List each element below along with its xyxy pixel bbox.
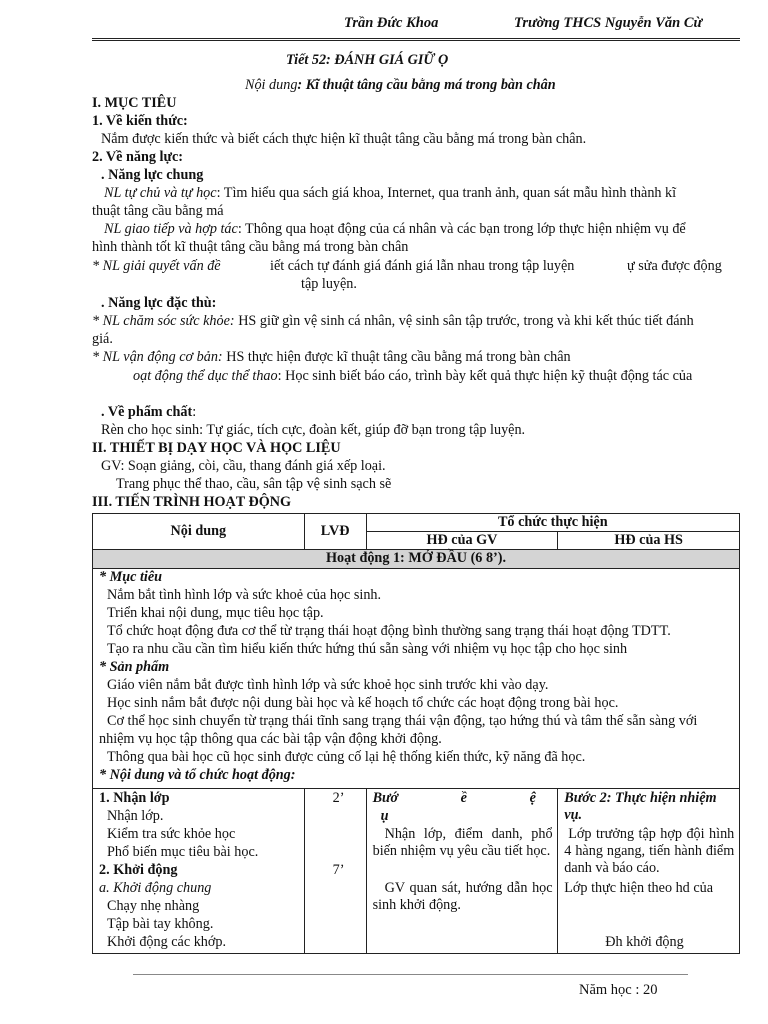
product-item: Cơ thể học sinh chuyển từ trạng thái tĩnh sang trạng thái vận động, tạo hứng thú và tâm thế sẵn sàng với xyxy=(107,713,698,729)
section-2-heading: II. THIẾT BỊ DẠY HỌC VÀ HỌC LIỆU xyxy=(92,440,341,456)
competence-heading: 2. Về năng lực: xyxy=(92,149,184,165)
competence-motor: * NL vận động cơ bản: HS thực hiện được kĩ thuật tâng cầu bằng má trong bàn chân xyxy=(92,349,571,365)
knowledge-heading: 1. Về kiến thức: xyxy=(92,113,188,129)
step-2-title: 2. Khởi động xyxy=(99,862,178,878)
equipment-student: Trang phục thể thao, cầu, sân tập vệ sinh sạch sẽ xyxy=(116,476,392,492)
col-student-header: HĐ của HS xyxy=(558,532,740,550)
teacher-text: GV quan sát, hướng dẫn học sinh khởi động. xyxy=(372,880,553,913)
goal-item: Nắm bắt tình hình lớp và sức khoẻ của học sinh. xyxy=(107,587,382,603)
student-text: Đh khởi động xyxy=(605,934,684,950)
step-1-title: 1. Nhận lớp xyxy=(99,790,170,806)
col-content-header: Nội dung xyxy=(93,514,305,550)
step-1-item: Nhận lớp. xyxy=(107,808,164,824)
step-1-time: 2’ xyxy=(332,790,345,806)
author-name: Trần Đức Khoa xyxy=(344,15,439,31)
product-item: Học sinh nắm bắt được nội dung bài học và kế hoạch tổ chức các hoạt động trong bài học. xyxy=(107,695,619,711)
specific-competence-heading: . Năng lực đặc thù: xyxy=(101,295,217,311)
step-2-subtitle: a. Khởi động chung xyxy=(99,880,212,896)
student-step: Bước 2: Thực hiện nhiệm vụ. xyxy=(564,790,717,823)
knowledge-text: Nắm được kiến thức và biết cách thực hiện kĩ thuật tâng cầu bằng má trong bàn chân. xyxy=(101,131,587,147)
goal-heading: * Mục tiêu xyxy=(99,569,163,585)
lesson-title: Tiết 52: ĐÁNH GIÁ GIỮ Ọ xyxy=(286,52,449,68)
teacher-text: Nhận lớp, điểm danh, phổ biến nhiệm vụ yêu cầu tiết học. xyxy=(372,826,553,859)
page-header xyxy=(92,12,740,41)
activity-1-header: Hoạt động 1: MỞ ĐẦU (6 8’). xyxy=(93,550,740,569)
teacher-step-word: ề xyxy=(460,790,467,806)
general-competence-heading: . Năng lực chung xyxy=(101,167,204,183)
goal-item: Triển khai nội dung, mục tiêu học tập. xyxy=(107,605,324,621)
competence-health-care-cont: giá. xyxy=(92,331,113,347)
lesson-content: Nội dung: Kĩ thuật tâng cầu bằng má trong bàn chân xyxy=(245,77,556,93)
step-2-item: Khởi động các khớp. xyxy=(107,934,227,950)
school-name: Trường THCS Nguyễn Văn Cừ xyxy=(514,15,703,31)
teacher-activity-cell xyxy=(366,789,558,954)
student-text: Lớp trưởng tập hợp đội hình 4 hàng ngang, tiến hành điểm danh và báo cáo. xyxy=(564,826,735,876)
section-3-heading: III. TIẾN TRÌNH HOẠT ĐỘNG xyxy=(92,494,292,510)
competence-problem-solving-label: * NL giải quyết vấn đề xyxy=(92,258,221,274)
goal-item: Tổ chức hoạt động đưa cơ thể từ trạng thái hoạt động bình thường sang trạng thái hoạt động TDTT. xyxy=(107,623,671,639)
competence-self-study: NL tự chủ và tự học: Tìm hiểu qua sách giá khoa, Internet, qua tranh ảnh, quan sát mẫu hình thành kĩ xyxy=(104,185,677,201)
footer-divider xyxy=(133,974,688,975)
step-1-item: Phổ biến mục tiêu bài học. xyxy=(107,844,259,860)
product-heading: * Sản phẩm xyxy=(99,659,170,675)
time-cell xyxy=(304,789,366,954)
teacher-step-word: Bướ xyxy=(372,790,399,806)
competence-communication-cont: hình thành tốt kĩ thuật tâng cầu bằng má trong bàn chân xyxy=(92,239,409,255)
school-year: Năm học : 20 xyxy=(579,982,658,998)
col-lvd-header: LVĐ xyxy=(304,514,366,550)
quality-heading: . Về phẩm chất: xyxy=(101,404,197,420)
competence-sport: oạt động thể dục thể thao: Học sinh biết báo cáo, trình bày kết quả thực hiện kỹ thuật động tác của xyxy=(133,368,693,384)
competence-communication: NL giao tiếp và hợp tác: Thông qua hoạt động của cá nhân và các bạn trong lớp thực hiện nhiệm vụ để xyxy=(104,221,686,237)
competence-health-care: * NL chăm sóc sức khỏe: HS giữ gìn vệ sinh cá nhân, vệ sinh sân tập trước, trong và khi kết thúc tiết đánh xyxy=(92,313,694,329)
step-2-item: Tập bài tay không. xyxy=(107,916,214,932)
competence-problem-solving-text: iết cách tự đánh giá đánh giá lẫn nhau trong tập luyện xyxy=(270,258,575,274)
product-item: nhiệm vụ học tập thông qua các bài tập vận động khởi động. xyxy=(99,731,442,747)
section-1-heading: I. MỤC TIÊU xyxy=(92,95,177,111)
col-organization-header: Tổ chức thực hiện xyxy=(366,514,739,532)
product-item: Thông qua bài học cũ học sinh được củng cố lại hệ thống kiến thức, kỹ năng đã học. xyxy=(107,749,586,765)
competence-problem-solving-text-b: ự sửa được động xyxy=(627,258,722,274)
step-2-time: 7’ xyxy=(332,862,345,878)
content-cell xyxy=(93,789,305,954)
activity-table xyxy=(92,513,740,954)
organization-heading: * Nội dung và tổ chức hoạt động: xyxy=(99,767,296,783)
quality-text: Rèn cho học sinh: Tự giác, tích cực, đoàn kết, giúp đỡ bạn trong tập luyện. xyxy=(101,422,526,438)
goal-item: Tạo ra nhu cầu cần tìm hiểu kiến thức hứng thú sẵn sàng với nhiệm vụ học tập cho học sinh xyxy=(107,641,628,657)
step-2-item: Chạy nhẹ nhàng xyxy=(107,898,200,914)
competence-self-study-cont: thuật tâng cầu bằng má xyxy=(92,203,224,219)
teacher-step-word: ệ xyxy=(529,790,536,806)
student-text: Lớp thực hiện theo hd của xyxy=(564,880,714,896)
col-teacher-header: HĐ của GV xyxy=(366,532,558,550)
teacher-step-word: ụ xyxy=(380,808,389,824)
equipment-teacher: GV: Soạn giảng, còi, cầu, thang đánh giá xếp loại. xyxy=(101,458,386,474)
competence-problem-solving-cont: tập luyện. xyxy=(301,276,357,292)
student-activity-cell xyxy=(558,789,740,954)
step-1-item: Kiểm tra sức khỏe học xyxy=(107,826,236,842)
product-item: Giáo viên nắm bắt được tình hình lớp và sức khoẻ học sinh trước khi vào dạy. xyxy=(107,677,549,693)
activity-1-overview xyxy=(93,569,740,789)
